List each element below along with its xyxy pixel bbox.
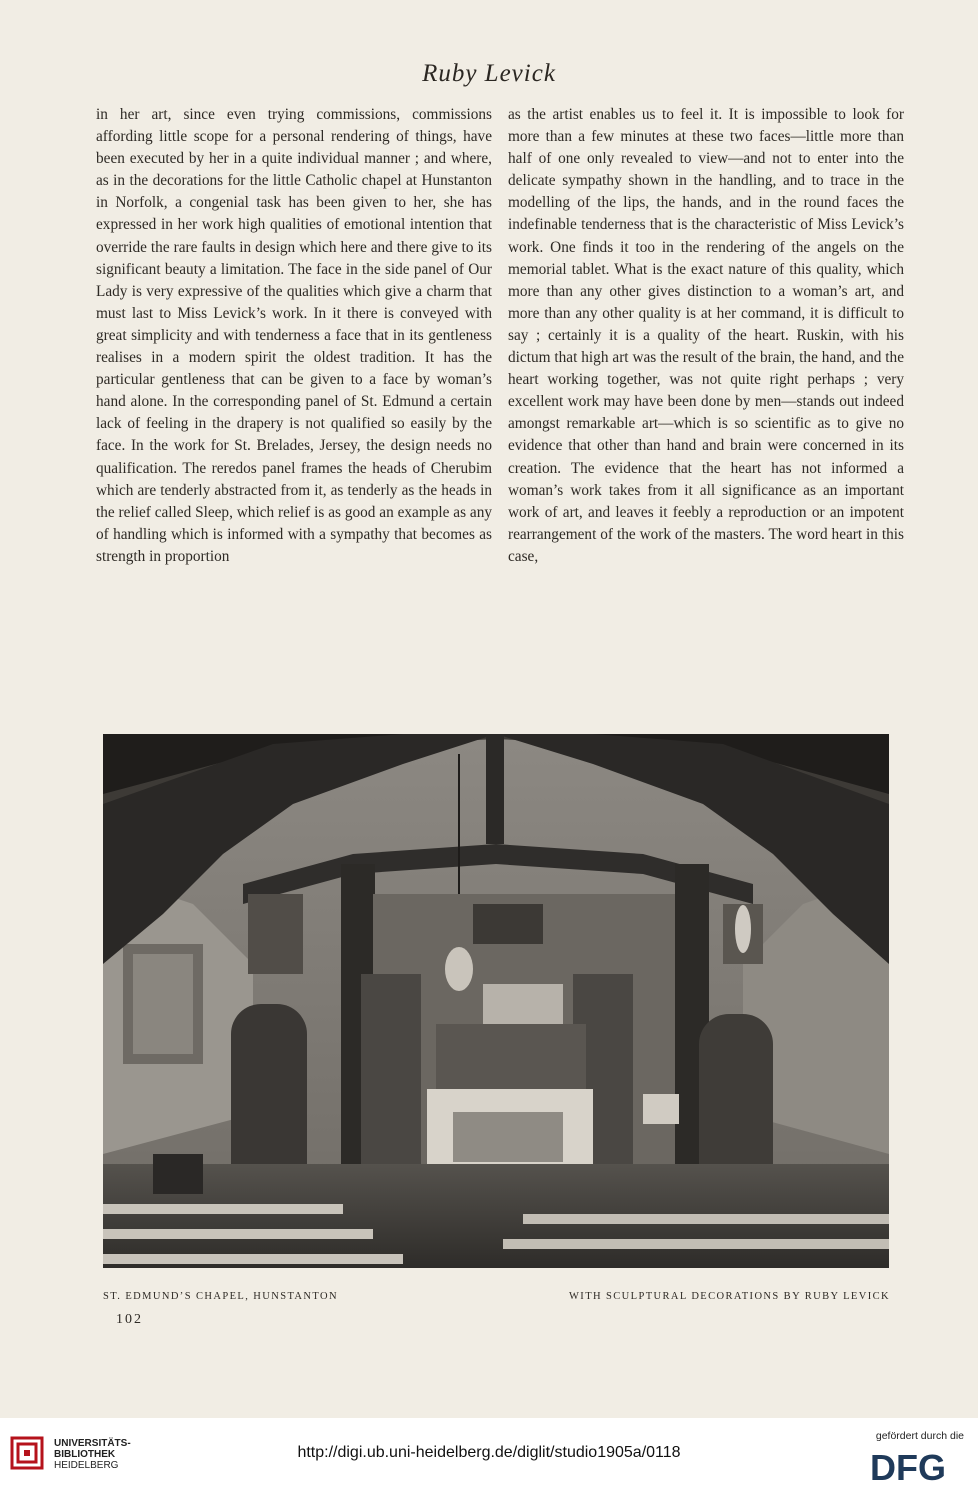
dfg-logo-icon (870, 1448, 964, 1484)
dfg-logo-text: DFG (870, 1448, 946, 1484)
text-column-left (96, 104, 492, 568)
caption-right: WITH SCULPTURAL DECORATIONS BY RUBY LEVICK (568, 1291, 890, 1302)
chapel-interior-illustration (103, 734, 889, 1268)
caption-left: ST. EDMUND’S CHAPEL, HUNSTANTON (103, 1291, 338, 1302)
page-number: 102 (116, 1312, 143, 1327)
chapel-photograph (103, 734, 889, 1268)
paragraph: in her art, since even trying commissions, commissions affording little scope for a personal rendering of things, have been executed by her in a quite individual manner ; and where, as in the decorations for the little Catholic chapel at Hunstanton in Norfolk, a congenial task has been given to her, she has expressed in her work high qualities of emotional intention that override the rare faults in design which here and there give to its significant beauty a limitation. The face in the side panel of Our Lady is very expressive of the qualities which give a charm that must last to Miss Levick’s work. In it there is conveyed with great simplicity and with tenderness a face that in its gentleness realises in a modern spirit the oldest tradition. It has the particular gentleness that can be given to a face by woman’s hand alone. In the corresponding panel of St. Edmund a certain lack of feeling in the drapery is not qualified so easily by the face. In the work for St. Brelades, Jersey, the design needs no qualification. The reredos panel frames the heads of Cherubim which are tenderly abstracted from it, as tenderly as the heads in the relief called Sleep, which relief is as good an example as any of handling which is informed with a sympathy that becomes as strength in proportion (96, 106, 492, 565)
running-head: Ruby Levick (422, 60, 556, 87)
text-column-right (508, 104, 904, 568)
library-name: UNIVERSITÄTS- BIBLIOTHEK HEIDELBERG (54, 1438, 131, 1471)
digitization-footer (0, 1418, 978, 1492)
funding-note: gefördert durch die (875, 1430, 964, 1442)
permalink[interactable]: http://digi.ub.uni-heidelberg.de/diglit/studio1905a/0118 (297, 1444, 681, 1461)
paragraph: as the artist enables us to feel it. It is impossible to look for more than a few minutes at these two faces—little more than half of one only revealed to view—and not to enter into the delicate sympathy shown in the handling, and to trace in the modelling of the lips, the hands, and in the round faces the indefinable tenderness that is the characteristic of Miss Levick’s work. One finds it too in the rendering of the angels on the memorial tablet. What is the exact nature of this quality, which more than any other gives distinction to a woman’s art, and more than any other quality is at her command, it is difficult to say ; certainly it is a quality of the heart. Ruskin, with his dictum that high art was the result of the brain, the hand, and the heart working together, was not quite right perhaps ; very excellent work may have been done by men—stands out indeed amongst remarkable art—which is so scientific as to give no evidence that other than hand and brain were concerned in its creation. The evidence that the heart has not informed a woman’s work takes from it all significance as an important work of art, and leaves it feebly a reproduction or an impotent rearrangement of the work of the masters. The word heart in this case, (508, 106, 904, 565)
